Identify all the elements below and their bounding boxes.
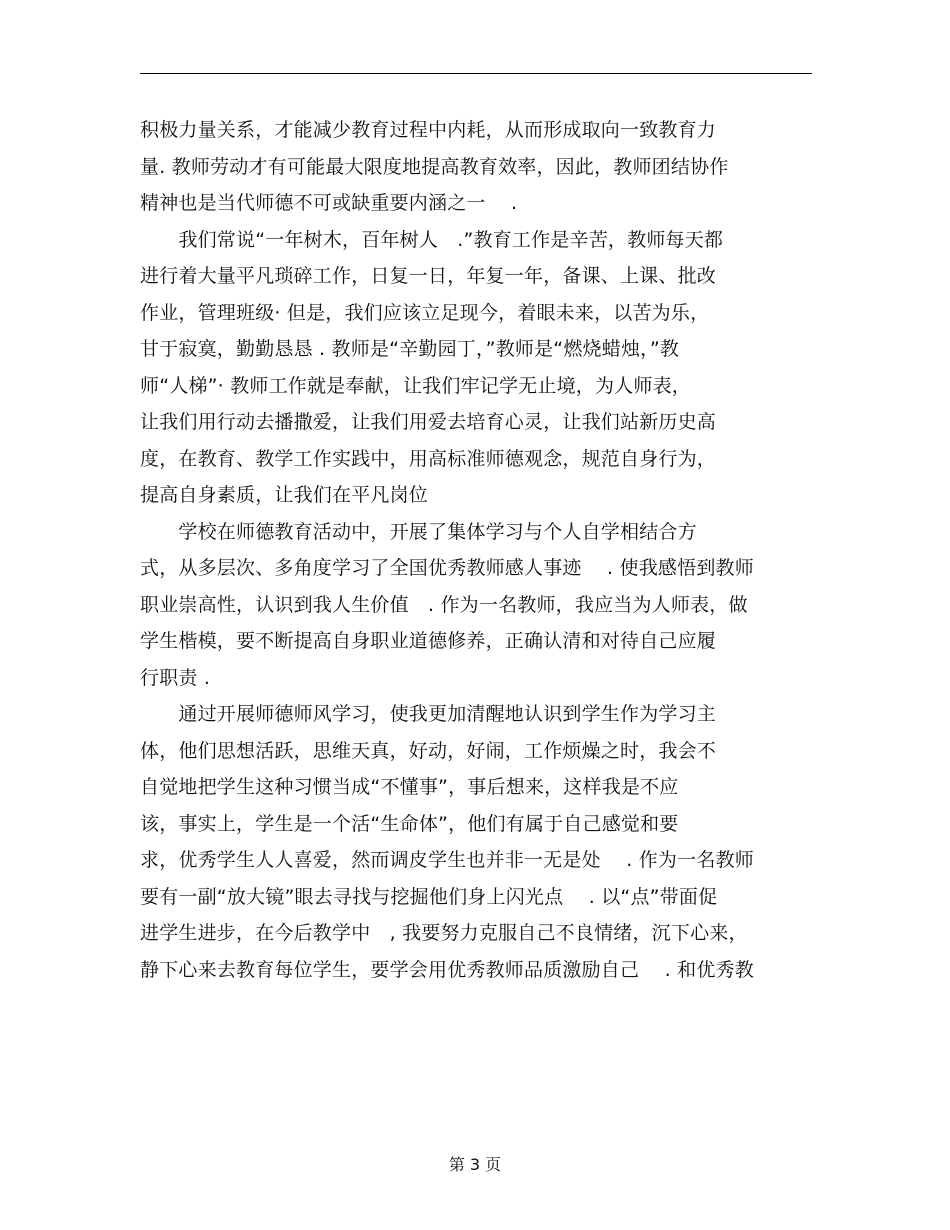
text-line: 职业崇高性，认识到我人生价值 . 作为一名教师，我应当为人师表，做 xyxy=(140,593,748,616)
text-line: 进学生进步，在今后教学中 , 我要努力克服自己不良情绪，沉下心来， xyxy=(140,922,748,944)
text-line: 师“人梯”· 教师工作就是奉献，让我们牢记学无止境，为人师表， xyxy=(140,374,691,397)
text-line: 让我们用行动去播撒爱，让我们用爱去培育心灵，让我们站新历史高 xyxy=(140,411,717,433)
body-text xyxy=(140,112,820,988)
page-number: 第 3 页 xyxy=(448,1155,502,1174)
text-line: 自觉地把学生这种习惯当成“不懂事”，事后想来，这样我是不应 xyxy=(140,776,679,798)
text-line: 提高自身素质，让我们在平凡岗位 xyxy=(140,484,429,506)
text-line: 量. 教师劳动才有可能最大限度地提高教育效率，因此，教师团结协作 xyxy=(140,155,729,178)
text-line: 该，事实上，学生是一个活“生命体”，他们有属于自己感觉和要 xyxy=(140,812,679,835)
text-line: 精神也是当代师德不可或缺重要内涵之一 . xyxy=(140,192,518,214)
text-line: 甘于寂寞，勤勤恳恳 . 教师是“辛勤园丁，”教师是“燃烧蜡烛，”教 xyxy=(140,338,680,360)
text-line: 体，他们思想活跃，思维天真，好动，好闹，工作烦燥之时，我会不 xyxy=(140,739,717,762)
text-line: 作业，管理班级· 但是，我们应该立足现今，着眼未来，以苦为乐， xyxy=(140,301,710,324)
text-line: 要有一副“放大镜”眼去寻找与挖掘他们身上闪光点 . 以“点”带面促 xyxy=(140,885,718,908)
text-line: 通过开展师德师风学习，使我更加清醒地认识到学生作为学习主 xyxy=(140,703,717,725)
text-line: 积极力量关系，才能减少教育过程中内耗，从而形成取向一致教育力 xyxy=(140,119,717,141)
text-line: 我们常说“一年树木，百年树人 .”教育工作是辛苦，教师每天都 xyxy=(140,228,724,251)
header-rule xyxy=(140,73,812,74)
text-line: 学生楷模，要不断提高自身职业道德修养，正确认清和对待自己应履 xyxy=(140,630,717,652)
text-line: 进行着大量平凡琐碎工作，日复一日，年复一年，备课、上课、批改 xyxy=(140,265,717,287)
text-line: 学校在师德教育活动中，开展了集体学习与个人自学相结合方 xyxy=(140,520,697,543)
text-line: 式，从多层次、多角度学习了全国优秀教师感人事迹 . 使我感悟到教师 xyxy=(140,557,754,579)
text-line: 静下心来去教育每位学生，要学会用优秀教师品质激励自己 . 和优秀教 xyxy=(140,958,754,981)
text-line: 度，在教育、教学工作实践中，用高标准师德观念，规范自身行为， xyxy=(140,447,717,470)
text-line: 行职责 . xyxy=(140,666,211,689)
text-line: 求，优秀学生人人喜爱，然而调皮学生也并非一无是处 . 作为一名教师 xyxy=(140,849,754,871)
